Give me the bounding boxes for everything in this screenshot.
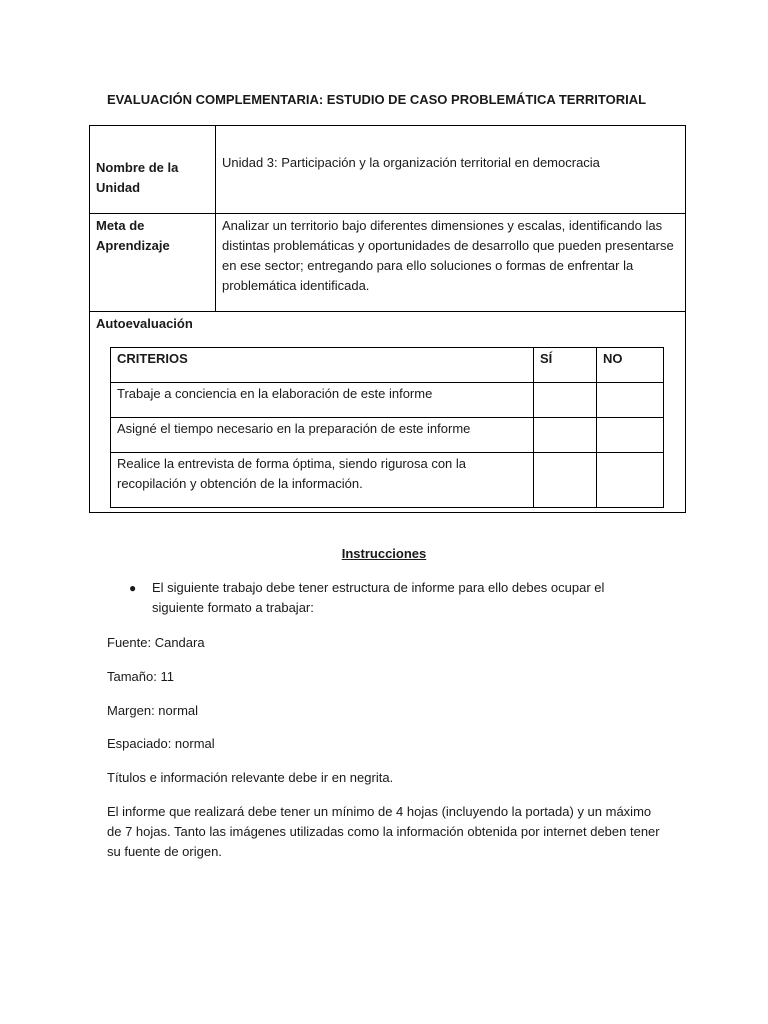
criteria-header-row — [111, 348, 664, 383]
criteria-yes-cell[interactable] — [534, 453, 597, 508]
size-line: Tamaño: 11 — [107, 669, 174, 684]
unit-value: Unidad 3: Participación y la organización territorial en democracia — [216, 126, 686, 214]
no-header: NO — [597, 348, 664, 383]
goal-value: Analizar un territorio bajo diferentes dimensiones y escalas, identificando las distintas problemáticas y oportunidades de desarrollo que pueden presentarse en ese sector; entregando para ello soluciones o formas de enfrentar la problemática identificada. — [216, 214, 686, 312]
criteria-no-cell[interactable] — [597, 383, 664, 418]
spacing-line: Espaciado: normal — [107, 736, 215, 751]
goal-label: Meta de Aprendizaje — [90, 214, 216, 312]
unit-info-table — [89, 125, 686, 513]
criteria-no-cell[interactable] — [597, 453, 664, 508]
criteria-no-cell[interactable] — [597, 418, 664, 453]
criteria-table — [110, 347, 664, 508]
yes-header: SÍ — [534, 348, 597, 383]
criteria-yes-cell[interactable] — [534, 383, 597, 418]
goal-row — [90, 214, 686, 312]
criteria-text: Trabaje a conciencia en la elaboración de este informe — [111, 383, 534, 418]
bullet-icon: ● — [129, 581, 137, 595]
instructions-bullet — [131, 578, 621, 618]
criteria-yes-cell[interactable] — [534, 418, 597, 453]
self-eval-label: Autoevaluación — [96, 316, 193, 331]
document-title: EVALUACIÓN COMPLEMENTARIA: ESTUDIO DE CASO PROBLEMÁTICA TERRITORIAL — [107, 92, 647, 107]
criteria-row — [111, 418, 664, 453]
criteria-text: Asigné el tiempo necesario en la preparación de este informe — [111, 418, 534, 453]
margin-line: Margen: normal — [107, 703, 199, 718]
instructions-heading: Instrucciones — [341, 546, 427, 561]
criteria-row — [111, 383, 664, 418]
unit-row — [90, 126, 686, 214]
criteria-text: Realice la entrevista de forma óptima, siendo rigurosa con la recopilación y obtención de la información. — [111, 453, 534, 508]
criteria-header: CRITERIOS — [111, 348, 534, 383]
unit-label: Nombre de la Unidad — [90, 126, 216, 214]
bold-note: Títulos e información relevante debe ir en negrita. — [107, 770, 394, 785]
self-eval-row — [90, 312, 686, 513]
self-eval-cell — [90, 312, 686, 513]
criteria-row — [111, 453, 664, 508]
bullet-text: El siguiente trabajo debe tener estructura de informe para ello debes ocupar el siguiente formato a trabajar: — [152, 580, 605, 615]
font-line: Fuente: Candara — [107, 635, 205, 650]
report-note: El informe que realizará debe tener un mínimo de 4 hojas (incluyendo la portada) y un máximo de 7 hojas. Tanto las imágenes utilizadas como la información obtenida por internet deben tener su fuente de origen. — [107, 804, 660, 859]
